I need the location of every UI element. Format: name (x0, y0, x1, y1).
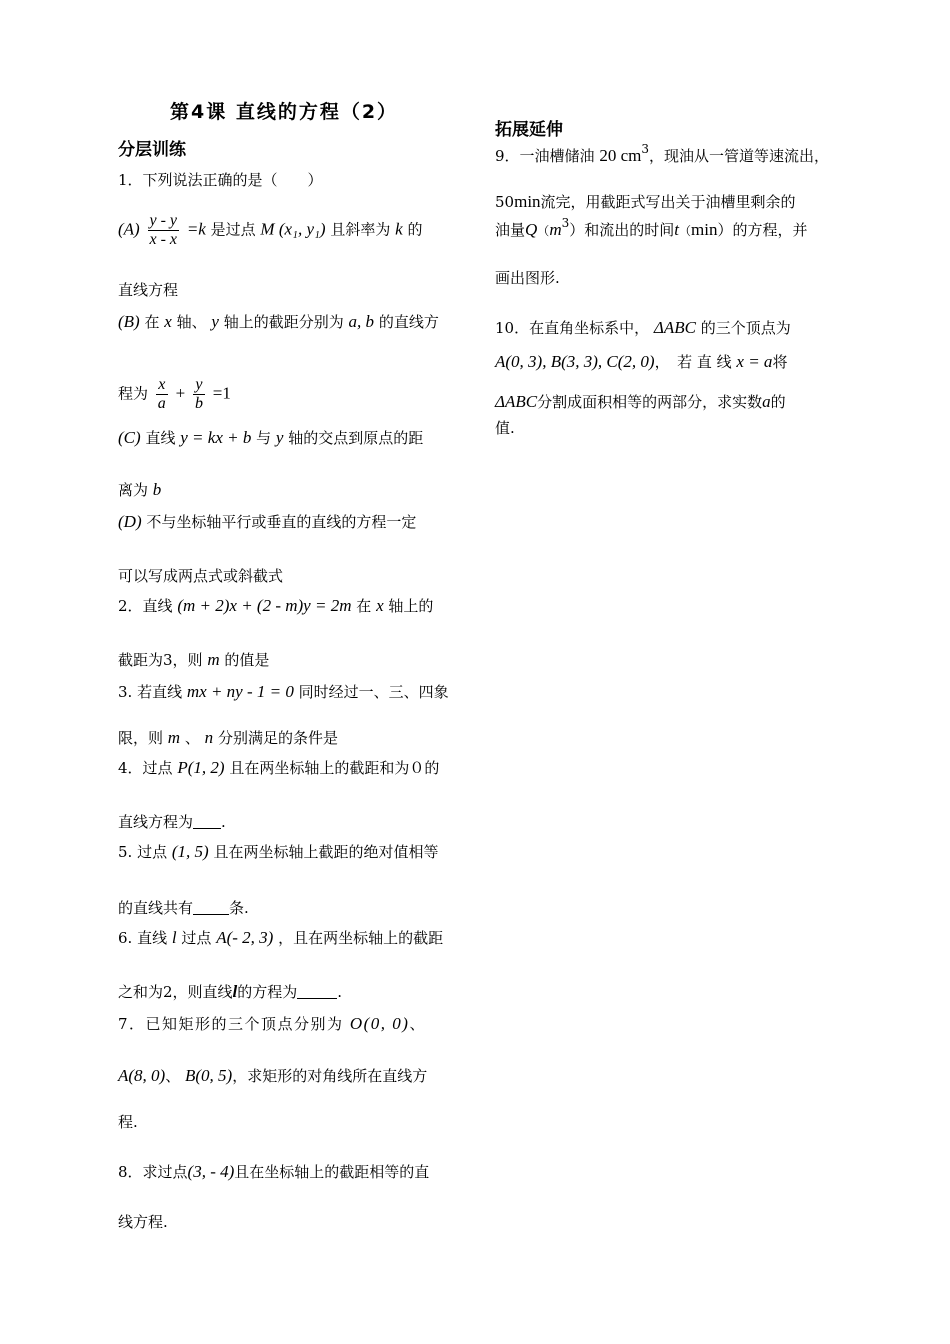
q1-b-text4: 的直线方 (378, 313, 439, 331)
q1-b-f2-num: y (193, 376, 205, 395)
q10-line1 (495, 318, 791, 338)
q7-o: O(0, 0) (349, 1014, 410, 1033)
q10-line3 (495, 392, 786, 412)
q8-text1: 8．求过点 (118, 1163, 188, 1181)
q9-volume: 20 cm (599, 146, 642, 165)
q10-text1: 10．在直角坐标系中， (495, 319, 650, 337)
q8-text2: 且在坐标轴上的截距相等的直 (234, 1163, 430, 1181)
q9-min: min (691, 220, 718, 239)
q8-line2: 线方程. (118, 1213, 168, 1231)
q3-m: m (167, 728, 181, 747)
q9-line2 (495, 192, 796, 212)
q2-text1: 2．直线 (118, 597, 173, 615)
q1-a-frac-num: y - y (149, 212, 178, 229)
q5-line2-text: 的直线共有 (118, 899, 194, 917)
q6-l: l (171, 928, 177, 947)
q1-option-c-line2 (118, 480, 161, 500)
q1-a-point: M (x₁, y₁) (260, 219, 326, 239)
q6-line2-text2: 的方程为 (237, 983, 298, 1001)
q1-option-c (118, 428, 423, 448)
q7-sep2: 、 (165, 1067, 181, 1085)
q10-text2: 的三个顶点为 (700, 319, 791, 337)
q1-b-f2-den: b (194, 395, 203, 412)
q1-b-frac1 (156, 376, 168, 413)
q7-b: B(0, 5) (185, 1066, 233, 1085)
q9-line1 (495, 142, 830, 167)
q9-text2: ，现油从一管道等速流出， (649, 147, 830, 165)
q1-option-b (118, 312, 439, 332)
q1-b-text3: 轴上的截距分别为 (223, 313, 344, 331)
q3-sep: 、 (184, 729, 200, 747)
q1-c-text2: 与 (256, 429, 272, 447)
q5-text1: 5. 过点 (118, 843, 168, 861)
q2-eq: (m + 2)x + (2 - m)y = 2m (177, 596, 352, 615)
q1-a-fraction (148, 212, 180, 249)
q3-line2 (118, 728, 338, 748)
q1-c-label: (C) (118, 428, 141, 447)
q1-a-k: k (395, 219, 403, 239)
q4-point: P(1, 2) (177, 758, 225, 777)
q10-eq: x = a (736, 352, 773, 371)
q10-points: A(0, 3), B(3, 3), C(2, 0) (495, 352, 655, 371)
q1-b-frac2 (193, 376, 205, 413)
q1-b-f1-num: x (156, 376, 168, 395)
q1-a-text1: 是过点 (210, 220, 256, 239)
q4-text2: 且在两坐标轴上的截距和为０的 (229, 759, 440, 777)
q2-m: m (207, 650, 220, 669)
q7-line2 (118, 1066, 427, 1086)
q7-a: A(8, 0) (118, 1066, 166, 1085)
q9-line3 (495, 216, 808, 241)
q1-b-plus: + (175, 383, 186, 403)
q3-line1 (118, 682, 449, 702)
q7-sep: 、 (409, 1015, 426, 1033)
q1-b-eq: =1 (212, 383, 231, 403)
q10-line3-text: 分割成面积相等的两部分，求实数 (537, 393, 763, 411)
q3-n: n (204, 728, 214, 747)
q1-option-d-line2: 可以写成两点式或斜截式 (118, 567, 284, 585)
q1-a-label: (A) (118, 219, 140, 239)
q1-a-eq: =k (186, 219, 206, 239)
q8-point: (3, - 4) (187, 1162, 235, 1181)
q1-option-d (118, 512, 416, 532)
q1-b-f1-den: a (157, 395, 166, 412)
q9-fifty: 50 (495, 193, 515, 211)
q3-eq: mx + ny - 1 = 0 (186, 682, 294, 701)
q9-m3-exp: 3 (561, 216, 570, 230)
q6-text2: 过点 (181, 929, 212, 947)
q1-c-y: y (275, 428, 284, 447)
q4-line1 (118, 758, 439, 778)
q1-a-text3: 的 (407, 220, 423, 239)
q1-d-text: 不与坐标轴平行或垂直的直线的方程一定 (146, 513, 417, 531)
q2-line1 (118, 596, 433, 616)
q5-point: (1, 5) (171, 842, 209, 861)
q9-line3-text1: 油量 (495, 221, 526, 239)
section-heading-layered: 分层训练 (118, 140, 186, 160)
q2-line2-text: 截距为3，则 (118, 651, 203, 669)
q1-a-text2: 且斜率为 (330, 220, 391, 239)
q1-option-a (118, 212, 423, 249)
q6-line2 (118, 982, 342, 1002)
q9-line3-text3: ）的方程，并 (717, 221, 808, 239)
q1-b-label: (B) (118, 312, 140, 331)
q1-c-line2-text: 离为 (118, 481, 149, 499)
page-title: 第4课 直线的方程（2） (170, 101, 399, 123)
q8-line1 (118, 1162, 429, 1182)
q10-line3-end: 的 (770, 393, 786, 411)
q5-line1 (118, 842, 439, 862)
q1-d-label: (D) (118, 512, 142, 531)
q9-line4: 画出图形. (495, 269, 560, 287)
section-heading-extension: 拓展延伸 (495, 120, 563, 140)
q1-b-text2: 轴、 (176, 313, 207, 331)
q1-c-eq: y = kx + b (180, 428, 252, 447)
q1-b-line2-text: 程为 (118, 384, 149, 403)
q9-m3: m (549, 220, 562, 239)
q6-point: A(- 2, 3) (216, 928, 274, 947)
q4-line2-text: 直线方程为 (118, 813, 194, 831)
q2-text2: 在 (356, 597, 372, 615)
q6-answer-blank[interactable] (297, 984, 337, 999)
q1-c-b: b (152, 480, 162, 499)
q6-l2: l (232, 982, 238, 1001)
q1-stem: 1．下列说法正确的是（ ） (118, 171, 323, 189)
q1-option-a-line2: 直线方程 (118, 281, 179, 299)
q3-line2-text1: 限，则 (118, 729, 164, 747)
q1-c-text1: 直线 (145, 429, 176, 447)
q10-line2 (495, 352, 787, 372)
q1-b-y: y (211, 312, 219, 331)
q9-text1: 9．一油槽储油 (495, 147, 595, 165)
q9-min-unit: min (514, 192, 541, 211)
q10-text4: 将 (772, 353, 788, 371)
q5-line2 (118, 898, 249, 918)
q9-unit2: （ (678, 224, 691, 238)
q4-answer-blank[interactable] (193, 814, 221, 829)
q5-end: 条. (229, 899, 249, 917)
q2-line2-end: 的值是 (224, 651, 270, 669)
q7-text2: ，求矩形的对角线所在直线方 (232, 1067, 428, 1085)
q5-answer-blank[interactable] (193, 900, 229, 915)
q9-t: t (674, 220, 679, 239)
q5-text2: 且在两坐标轴上截距的绝对值相等 (213, 843, 439, 861)
q1-c-text3: 轴的交点到原点的距 (288, 429, 424, 447)
q9-line2-text: 流完，用截距式写出关于油槽里剩余的 (540, 193, 796, 211)
q1-option-b-line2 (118, 376, 231, 413)
q4-line2 (118, 812, 226, 832)
q7-line3: 程. (118, 1113, 138, 1131)
q10-text3: ， 若 直 线 (654, 353, 732, 371)
q2-x: x (376, 596, 384, 615)
q3-text1: 3. 若直线 (118, 683, 183, 701)
q6-text3: ，且在两坐标轴上的截距 (278, 929, 444, 947)
q6-end: . (337, 983, 343, 1001)
q7-text1: 7．已知矩形的三个顶点分别为 (118, 1015, 344, 1033)
q1-b-ab: a, b (348, 312, 375, 331)
q1-a-frac-den: x - x (149, 231, 178, 248)
q2-line2 (118, 650, 269, 670)
q1-b-x: x (164, 312, 172, 331)
q9-volume-exp: 3 (641, 142, 649, 156)
q6-text1: 6. 直线 (118, 929, 168, 947)
q9-line3-text2: ）和流出的时间 (569, 221, 675, 239)
q2-text3: 轴上的 (388, 597, 434, 615)
q10-abc: ΔABC (653, 318, 696, 337)
q10-line4: 值. (495, 419, 515, 437)
q9-Q: Q (525, 220, 538, 239)
q6-line1 (118, 928, 443, 948)
q10-a: a (762, 392, 771, 411)
q9-unit1: （ (537, 224, 550, 238)
q3-text2: 同时经过一、三、四象 (298, 683, 449, 701)
q6-line2-text1: 之和为2，则直线 (118, 983, 233, 1001)
q3-line2-text2: 分别满足的条件是 (217, 729, 338, 747)
q1-b-text1: 在 (144, 313, 160, 331)
q10-abc2: ΔABC (495, 392, 538, 411)
q4-end: . (221, 813, 226, 831)
q7-line1 (118, 1014, 426, 1034)
q4-text1: 4．过点 (118, 759, 173, 777)
